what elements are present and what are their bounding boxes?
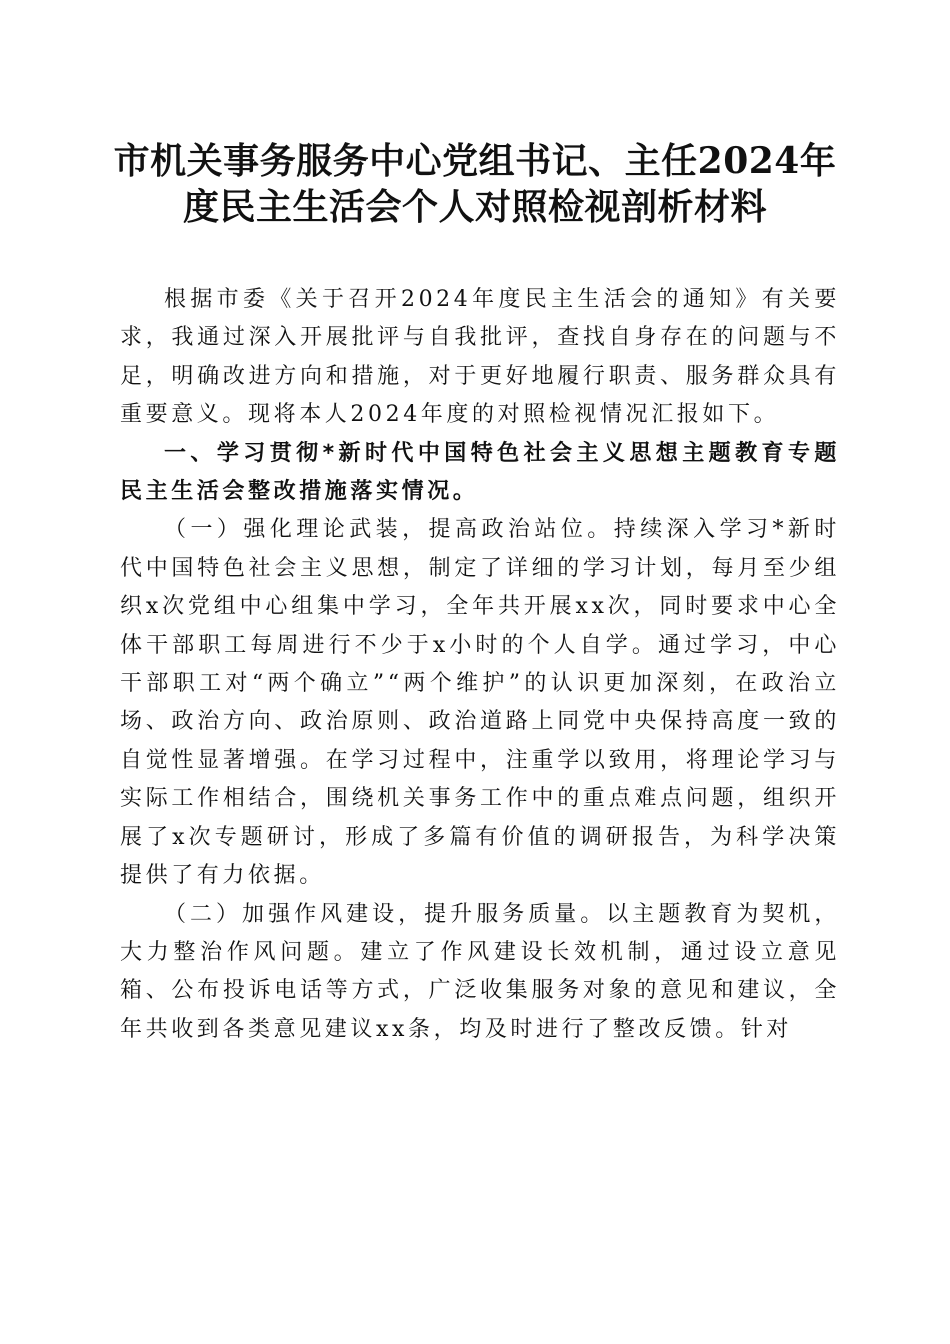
document-title-line-2: 度民主生活会个人对照检视剖析材料 [182, 186, 767, 228]
document-body [120, 281, 840, 1049]
section-1-item-2-paragraph: （二）加强作风建设，提升服务质量。以主题教育为契机，大力整治作风问题。建立了作风建设长效机制，通过设立意见箱、公布投诉电话等方式，广泛收集服务对象的意见和建议，全年共收到各类意见建议xx条，均及时进行了整改反馈。针对 [120, 901, 840, 1042]
section-1-heading: 一、学习贯彻*新时代中国特色社会主义思想主题教育专题民主生活会整改措施落实情况。 [120, 440, 840, 505]
intro-paragraph: 根据市委《关于召开2024年度民主生活会的通知》有关要求，我通过深入开展批评与自我批评，查找自身存在的问题与不足，明确改进方向和措施，对于更好地履行职责、服务群众具有重要意义。现将本人2024年度的对照检视情况汇报如下。 [120, 287, 840, 428]
section-1-item-1-paragraph: （一）强化理论武装，提高政治站位。持续深入学习*新时代中国特色社会主义思想，制定了详细的学习计划，每月至少组织x次党组中心组集中学习，全年共开展xx次，同时要求中心全体干部职工每周进行不少于x小时的个人自学。通过学习，中心干部职工对“两个确立”“两个维护”的认识更加深刻，在政治立场、政治方向、政治原则、政治道路上同党中央保持高度一致的自觉性显著增强。在学习过程中，注重学以致用，将理论学习与实际工作相结合，围绕机关事务工作中的重点难点问题，组织开展了x次专题研讨，形成了多篇有价值的调研报告，为科学决策提供了有力依据。 [120, 517, 840, 889]
document-title [100, 138, 850, 230]
document-title-line-1: 市机关事务服务中心党组书记、主任2024年 [113, 140, 837, 182]
